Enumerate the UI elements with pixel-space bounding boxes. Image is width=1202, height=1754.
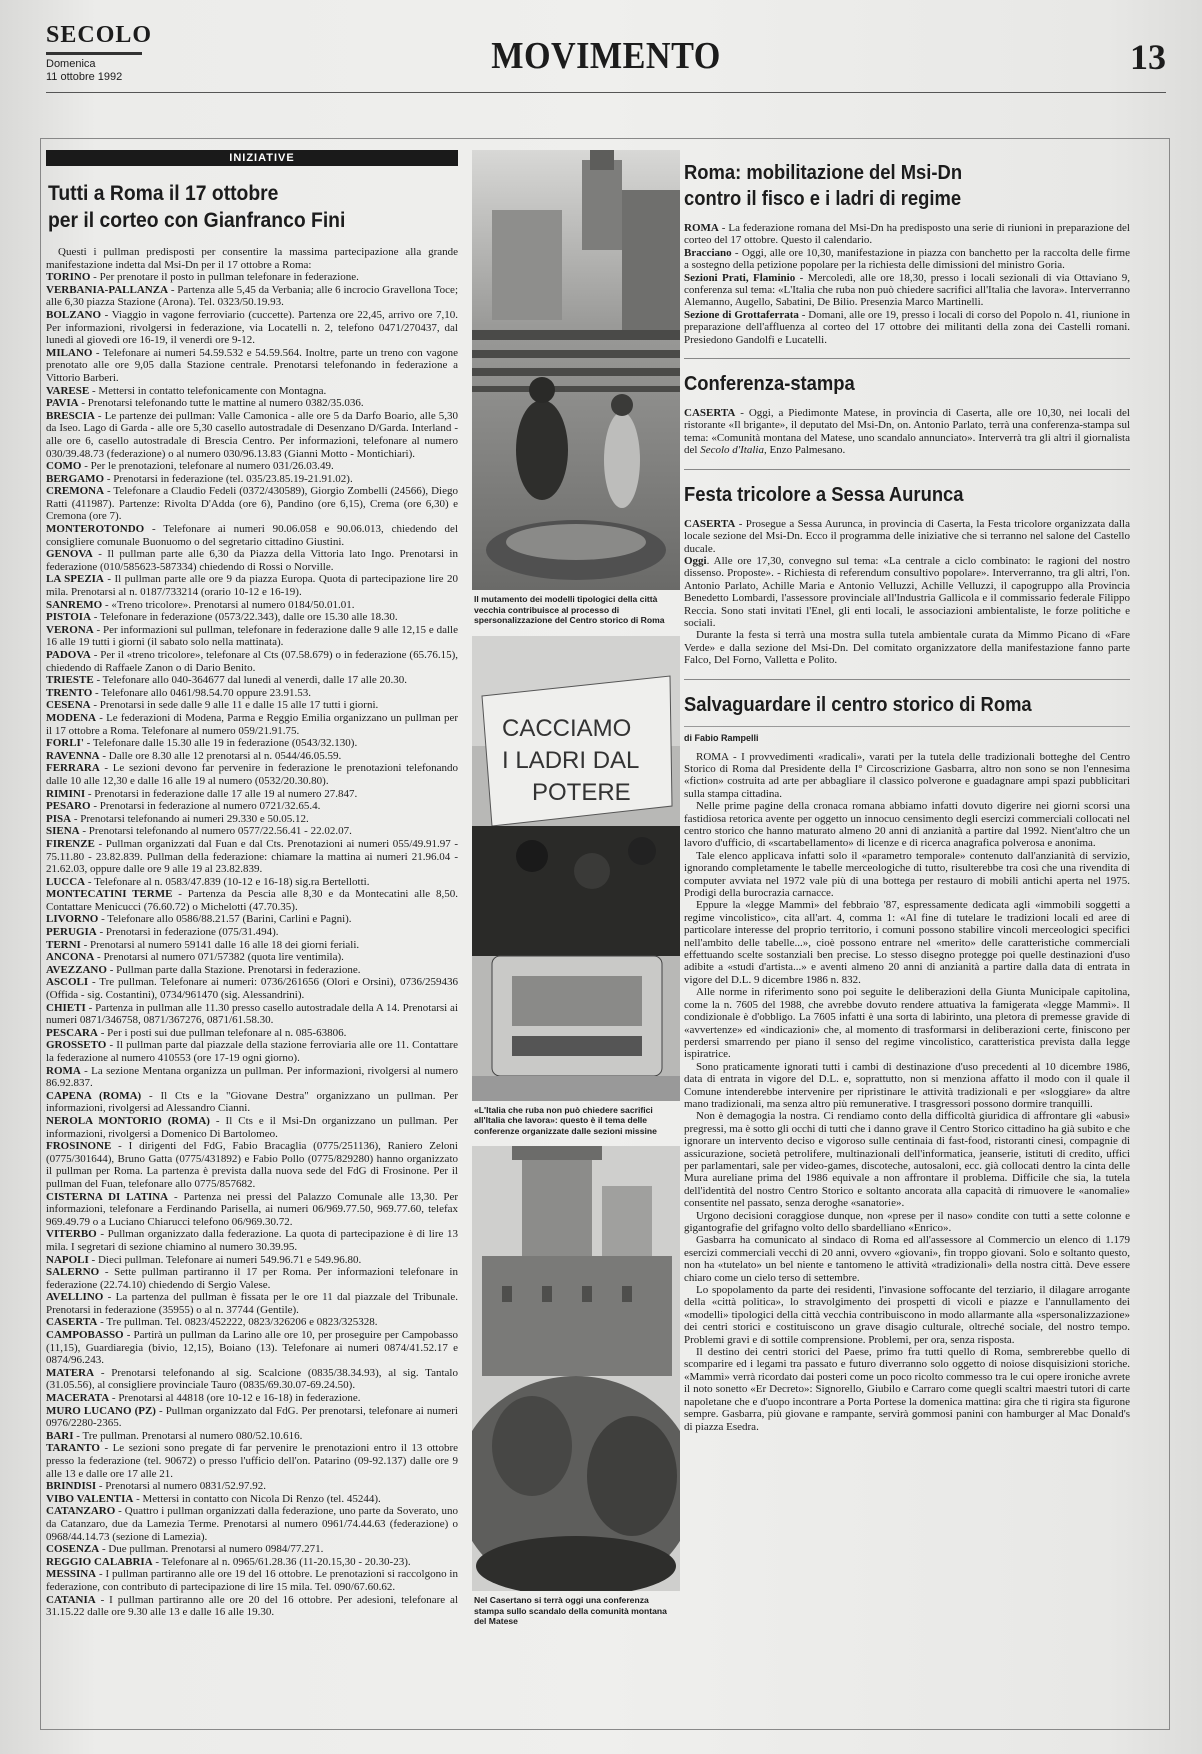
listing-entry — [46, 271, 458, 284]
listing-city: CESENA — [46, 699, 91, 712]
listing-city: MODENA — [46, 711, 97, 724]
listing-city: TRENTO — [46, 686, 93, 699]
listing-text: - Prenotarsi in sede dalle 9 alle 11 e dalle 15 alle 17 tutti i giorni. — [90, 699, 379, 712]
paragraph-label: Bracciano — [684, 246, 732, 259]
issue-date: 11 ottobre 1992 — [46, 71, 123, 83]
right-column — [684, 150, 1130, 1720]
listing-city: PAVIA — [46, 397, 79, 410]
article-mobilitazione — [684, 160, 1130, 346]
listing-entry — [46, 951, 458, 964]
castle-photo-image — [472, 1146, 680, 1591]
listing-entry — [46, 1480, 458, 1493]
listing-entry — [46, 599, 458, 612]
banner-line-2: I LADRI DAL — [502, 746, 640, 774]
listing-city: TERNI — [46, 938, 81, 951]
listing-text: - Prenotarsi al 44818 (ore 10-12 e 16-18) in federazione. — [109, 1392, 361, 1405]
listing-entry — [46, 1442, 458, 1480]
listing-entry — [46, 800, 458, 813]
masthead — [46, 22, 1166, 93]
listing-text: - Le sezioni devono far pervenire in federazione le prenotazioni telefonando dalle 10 alle 12,30 e dalle 16 alle 19 al numero (0532/20.30.80). — [46, 762, 458, 787]
listing-text: - La sezione Mentana organizza un pullman. Per informazioni, rivolgersi al numero 86.92.837. — [46, 1064, 458, 1090]
listing-city: PESCARA — [46, 1026, 98, 1039]
listing-text: - Telefonare ai numeri 54.59.532 e 54.59.564. Inoltre, parte un treno con vagone prenotato alle ore 9,05 dalla Stazione centrale. Prenotarsi telefonando in federazione a Vittorio Barberi. — [46, 346, 458, 384]
listing-text: - Mettersi in contatto telefonicamente con Montagna. — [89, 384, 327, 397]
listing-city: CHIETI — [46, 1001, 86, 1014]
photo-protest — [472, 636, 680, 1101]
listing-entry — [46, 1228, 458, 1253]
listing-text: - Telefonare a Claudio Fedeli (0372/430589), Giorgio Zombelli (24566), Diego Ratti (411987). Partenze: Rivolta D'Adda (ore 6), Pandino (ore 6,15), Crema (ore 6,30) e Cremona (ore 7). — [46, 485, 458, 523]
listing-entry — [46, 674, 458, 687]
listing-text: - Il Cts e la "Giovane Destra" organizzano un pullman. Per informazioni, rivolgersi ad Alessandro Cianni. — [46, 1089, 458, 1115]
article-tutti-a-roma — [46, 150, 458, 1720]
listing-city: MURO LUCANO (PZ) — [46, 1404, 156, 1417]
headline-line-1: Roma: mobilitazione del Msi-Dn — [684, 162, 963, 184]
photo-caption-3: Nel Casertano si terrà oggi una conferenza stampa sullo scandalo della comunità montana del Matese — [474, 1595, 667, 1626]
listing-entry — [46, 397, 458, 410]
listing-entry — [46, 1002, 458, 1027]
headline-line-1: Tutti a Roma il 17 ottobre — [48, 182, 279, 205]
listing-entry — [46, 1254, 458, 1267]
banner-line-1: CACCIAMO — [502, 714, 632, 742]
listing-city: REGGIO CALABRIA — [46, 1555, 153, 1568]
listing-city: AVEZZANO — [46, 963, 107, 976]
listing-text: - Prenotarsi in federazione (075/31.494). — [96, 926, 279, 939]
listing-city: SALERNO — [46, 1266, 100, 1279]
listing-text: - Partenza da Pescia alle 8,30 e da Montecatini alle 8,50. Contattare Menicucci (76.60.72) o Michelotti (47.70.35). — [46, 888, 458, 913]
listing-entry — [46, 1027, 458, 1040]
photo-column — [472, 150, 680, 1720]
listing-city: ASCOLI — [46, 976, 89, 989]
listing-city: LUCCA — [46, 875, 86, 888]
listing-city: MESSINA — [46, 1568, 97, 1581]
article-salvaguardare — [684, 692, 1130, 1433]
paragraph-text: - Oggi, alle ore 10,30, manifestazione in piazza con banchetto per la raccolta delle firme a sostegno della petizione popolare per la richiesta delle dimissioni del ministro Goria. — [684, 246, 1130, 272]
listing-text: - Prenotarsi al numero 0831/52.97.92. — [96, 1480, 267, 1493]
listing-text: - Telefonare al n. 0583/47.839 (10-12 e 16-18) sig.ra Bertellotti. — [85, 875, 370, 888]
listing-city: MACERATA — [46, 1392, 110, 1405]
listing-text: - Prenotarsi al numero 59141 dalle 16 alle 18 dei giorni feriali. — [80, 938, 360, 951]
listing-entry — [46, 926, 458, 939]
article-conferenza-stampa — [684, 371, 1130, 457]
paragraph: Sono praticamente ignorati tutti i cambi di destinazione d'uso precedenti al 10 dicembre 1986, data di entrata in vigore del D.L. e, soprattutto, non si menziona affatto il modo con il quale il Comune intenderebbe intervenire per ripristinare le attività tradizionali e per «sloggiare» da altre mano tradizionali, ma senza altro più remunerative. I trasgressori possono dormire tranquilli. — [684, 1060, 1130, 1110]
article-body — [684, 407, 1130, 457]
listing-entry — [46, 1329, 458, 1367]
listing-entry — [46, 624, 458, 649]
article-festa-tricolore — [684, 482, 1130, 667]
listing-entry — [46, 762, 458, 787]
divider — [684, 679, 1130, 680]
listing-entry — [46, 737, 458, 750]
listing-entry — [46, 825, 458, 838]
article-body — [46, 246, 458, 1619]
article-headline: Festa tricolore a Sessa Aurunca — [684, 483, 964, 506]
divider — [684, 358, 1130, 359]
paragraph: Alle norme in riferimento sono poi seguite le deliberazioni della Giunta Municipale capitolina, come la n. 7605 del 1988, che avrebbe dovuto rendere attuativa la famigerata «legge Mammì». Il condizionale è d'obbligo. La 7605 infatti è una sorta di labirinto, una pletora di premesse gravide di «avvertenze» ed «indicazioni» che, al momento di trasformarsi in deliberazioni certe, finiscono per perdersi smarrendo per piano il senso del regime vincolistico, caratteristica prevista dalla legge ispiratrice. — [684, 986, 1130, 1061]
listing-entry — [46, 1266, 458, 1291]
listing-city: SANREMO — [46, 598, 103, 611]
photo-caption-1: Il mutamento dei modelli tipologici della città vecchia contribuisce al processo di spersonalizzazione del Centro storico di Roma — [474, 594, 665, 625]
listing-text: - Le sezioni sono pregate di far pervenire le prenotazioni entro il 13 ottobre presso la federazione (tel. 90672) o presso l'ufficio dell'on. Patarino (09-92.137) dalle ore 9 alle 13 e dalle ore 17 alle 21. — [46, 1442, 458, 1480]
listing-text: - Tre pullman. Prenotarsi al numero 080/52.10.616. — [73, 1429, 303, 1442]
section-title: MOVIMENTO — [491, 35, 721, 77]
listing-city: AVELLINO — [46, 1291, 104, 1304]
bus-listings — [46, 271, 458, 1619]
listing-text: - Le partenze dei pullman: Valle Camonica - alle ore 5 da Darfo Boario, alle 5,30 da Iseo. Lago di Garda - alle ore 5,30 casello autostradale di Desenzano D/Garda. Interland - alle ore 6, casello autostradale di Brescia Centro. Per informazioni, telefonare al numero 030/39.48.73 (federazione) o al numero 030/96.13.83 (Gianni Motto - Montichiari). — [46, 409, 458, 460]
listing-city: GROSSETO — [46, 1039, 107, 1052]
article-headline — [684, 160, 1094, 212]
issue-day: Domenica — [46, 58, 96, 70]
paragraph: Tale elenco applicava infatti solo il «parametro temporale» contenuto dall'anzianità di servizio, ignorando completamente le tabelle merceologiche di tutto, risulterebbe tra così che una rivendita di computer avviata nel 1972 vale più di una bottega per restauro di mobili antichi aperta nel 1975. Prodigi della burocrazia carnacce. — [684, 849, 1130, 900]
kicker-text: INIZIATIVE — [229, 152, 295, 164]
listing-text: - Viaggio in vagone ferroviario (cuccette). Partenza ore 22,45, arrivo ore 7,10. Per informazioni, rivolgersi in federazione, via Locatelli n. 2, telefono 0471/270437, dal lunedì al giovedì ore 16-19, il venerdì ore 9-12. — [46, 308, 458, 347]
listing-entry — [46, 1291, 458, 1316]
listing-city: BARI — [46, 1429, 74, 1442]
listing-text: - Prenotarsi telefonando tutte le mattine al numero 0382/35.036. — [78, 397, 364, 410]
listing-entry — [46, 1430, 458, 1443]
listing-entry — [46, 1405, 458, 1430]
listing-city: CATANIA — [46, 1593, 96, 1606]
listing-entry — [46, 1493, 458, 1506]
paragraph-label: Sezioni Prati, Flaminio — [684, 271, 796, 284]
listing-city: TARANTO — [46, 1442, 100, 1455]
listing-entry — [46, 976, 458, 1001]
listing-entry — [46, 913, 458, 926]
listing-text: - Tre pullman. Telefonare ai numeri: 0736/261656 (Olori e Orsini), 0736/259436 (Offida - sig. Costantini), 0734/961470 (sig. Alessandrini). — [46, 976, 458, 1002]
listing-entry — [46, 1568, 458, 1593]
listing-city: TORINO — [46, 271, 91, 284]
listing-text: - Pullman organizzati dal Fuan e dal Cts. Prenotazioni ai numeri 055/49.91.97 - 75.11.80 - 23.82.839. Pullman della federazione: chiamare la mattina ai numeri 21.96.04 - 21.62.03, oppure dalle ore 9 alle 19 al 23.82.839. — [46, 837, 458, 876]
listing-city: LA SPEZIA — [46, 573, 104, 586]
paragraph-label: ROMA — [684, 222, 719, 234]
listing-entry — [46, 385, 458, 398]
listing-entry — [46, 1090, 458, 1115]
listing-text: - Prenotarsi in federazione (tel. 035/23.85.19-21.91.02). — [104, 472, 353, 485]
article-body — [684, 751, 1130, 1433]
listing-entry — [46, 699, 458, 712]
listing-city: MONTECATINI TERME — [46, 888, 173, 901]
listing-city: PESARO — [46, 800, 91, 813]
article-body — [684, 518, 1130, 667]
listing-text: - Prenotarsi in federazione al numero 0721/32.65.4. — [90, 800, 321, 813]
kicker-label — [46, 150, 458, 166]
paragraph-label: CASERTA — [684, 517, 736, 530]
listing-city: SIENA — [46, 825, 80, 838]
listing-city: RAVENNA — [46, 749, 100, 762]
listing-entry — [46, 1505, 458, 1543]
listing-entry — [46, 523, 458, 548]
listing-text: - Le federazioni di Modena, Parma e Reggio Emilia organizzano un pullman per il 17 ottobre a Roma. Telefonare al numero 059/21.91.75. — [46, 711, 458, 737]
listing-entry — [46, 1594, 458, 1619]
listing-city: PISA — [46, 812, 72, 825]
paragraph — [684, 272, 1130, 309]
listing-city: CREMONA — [46, 485, 105, 498]
listing-text: - Prenotarsi telefonando ai numeri 29.330 e 50.05.12. — [71, 812, 309, 825]
article-headline — [48, 180, 425, 234]
listing-city: CASERTA — [46, 1316, 98, 1329]
photo-castle — [472, 1146, 680, 1591]
photo-caption-2: «L'Italia che ruba non può chiedere sacrifici all'Italia che lavora»: questo è il tema delle conferenze organizzate dalle sezioni missine — [474, 1104, 657, 1136]
paragraph-text: . Alle ore 17,30, convegno sul tema: «La centrale a ciclo combinato: le ragioni del nostro dissenso. Proposte». - Richiesta di referendum consultivo popolare». Interverranno, tra gli altri, l'on. Antonio Parlato, Achille Maria e Antonio Velluzzi, Achille Velluzzi, il capogruppo alla Provincia Benedetto Lombardi, l'assessore provinciale all'Industria Gallicola e il commissario federale Filippo Reccia. Sono stati invitati l'Enel, gli enti locali, le associazioni ambientaliste, le forze politiche e sociali. — [684, 554, 1130, 629]
listing-entry — [46, 964, 458, 977]
listing-entry — [46, 712, 458, 737]
listing-entry — [46, 888, 458, 913]
listing-entry — [46, 284, 458, 309]
banner-line-3: POTERE — [532, 778, 631, 806]
paragraph-label: Oggi — [684, 554, 707, 567]
listing-text: - Per i posti sui due pullman telefonare al n. 085-63806. — [97, 1026, 347, 1039]
listing-text: - Telefonare allo 040-364677 dal lunedì al venerdì, dalle 17 alle 20.30. — [93, 674, 408, 687]
paragraph — [684, 309, 1130, 346]
byline: di Fabio Rampelli — [684, 726, 1130, 743]
listing-city: FERRARA — [46, 762, 100, 775]
paragraph-label: Sezione di Grottaferrata — [684, 308, 799, 321]
photo-spanish-steps — [472, 150, 680, 590]
article-headline: Salvaguardare il centro storico di Roma — [684, 693, 1032, 716]
listing-entry — [46, 611, 458, 624]
listing-entry — [46, 838, 458, 876]
paragraph: Nelle prime pagine della cronaca romana abbiamo infatti dovuto digerire nei giorni scorsi una fastidiosa retorica avente per oggetto un innocuo censimento degli esercizi commerciali collocati nel centro storico che hanno maturato almeno 20 anni di anzianità a partire dal 1992. Nient'altro che un lavoro d'ufficio, di «scartabellamento» di licenze e di ricerca anagrafica polverosa e anonima. — [684, 800, 1130, 850]
paragraph: ROMA - I provvedimenti «radicali», varati per la tutela delle tradizionali botteghe del Centro Storico di Roma dal Presidente della I° Circoscrizione Gasbarra, altro non sono se non l'ennesima «fiction» costruita ad arte per abbagliare il classico polverone e guadagnare ampi spazi pubblicitari sulla stampa cittadina. — [684, 750, 1130, 800]
spanish-steps-photo-image — [472, 150, 680, 590]
listing-entry — [46, 876, 458, 889]
listing-entry — [46, 649, 458, 674]
listing-text: - Pullman organizzato dalla federazione. La quota di partecipazione è di lire 13 mila. I segretari di sezione chiamino al numero 30.39.95. — [46, 1228, 458, 1253]
listing-entry — [46, 1039, 458, 1064]
listing-text: - La partenza del pullman è fissata per le ore 11 dal piazzale del Tribunale. Prenotarsi in federazione (35955) o al n. 37744 (Gentile). — [46, 1291, 458, 1316]
listing-text: - Pullman parte dalla Stazione. Prenotarsi in federazione. — [106, 963, 361, 976]
listing-city: MONTEROTONDO — [46, 523, 145, 536]
listing-text: - Dieci pullman. Telefonare ai numeri 549.96.71 e 549.96.80. — [88, 1253, 362, 1266]
listing-city: NAPOLI — [46, 1253, 89, 1266]
paragraph-text: - Oggi, a Piedimonte Matese, in provincia di Caserta, alle ore 10,30, nei locali del ristorante «Il brigante», il deputato del Msi-Dn, on. Antonio Parlato, terrà una conferenza-stampa sul tema: «Comunità montana del Matese, uno scandalo annunciato». Interverrà tra gli altri il giornalista del — [684, 407, 1130, 457]
listing-entry — [46, 1065, 458, 1090]
listing-text: - Il pullman parte alle 6,30 da Piazza della Vittoria lato Ingo. Prenotarsi in federazione (010/585623-587334) chiedendo di Rossi o Norville. — [46, 548, 458, 573]
listing-entry — [46, 548, 458, 573]
listing-city: FORLI' — [46, 737, 84, 750]
paragraph — [684, 247, 1130, 272]
listing-entry — [46, 750, 458, 763]
paragraph-text: , Enzo Palmesano. — [763, 444, 846, 457]
listing-city: PERUGIA — [46, 926, 97, 939]
divider — [684, 469, 1130, 470]
listing-entry — [46, 309, 458, 347]
listing-entry — [46, 788, 458, 801]
paragraph: Lo spopolamento da parte dei residenti, l'invasione soffocante del terziario, il dilagare arrogante della «città politica», lo stravolgimento dei prospetti di vicoli e piazze e l'annullamento dei «modelli» tipologici della città vecchia contribuiscono in modo allarmante alla «spersonalizzazione» dei centri storici e costituiscono un grave disagio culturale, oltreché sociale, del nostro tempo. Problemi gravi e di sottile comprensione. Problemi, per ora, senza risposta. — [684, 1284, 1130, 1346]
listing-city: CATANZARO — [46, 1505, 116, 1518]
paragraph-text: - Domani, alle ore 19, presso i locali di corso del Popolo n. 41, riunione in preparazione dell'affluenza al corteo del 17 ottobre dei militanti della zona dei Castelli romani. Presiedono Gandolfi e Lucatelli. — [684, 308, 1130, 346]
listing-city: MATERA — [46, 1366, 95, 1379]
listing-city: VIBO VALENTIA — [46, 1492, 134, 1505]
listing-entry — [46, 573, 458, 598]
listing-city: COSENZA — [46, 1543, 100, 1556]
listing-city: NEROLA MONTORIO (ROMA) — [46, 1114, 210, 1127]
listing-text: - Telefonare al n. 0965/61.28.36 (11-20.15,30 - 20.30-23). — [152, 1555, 411, 1568]
listing-text: - Telefonare allo 0586/88.21.57 (Barini, Carlini e Pagni). — [98, 913, 352, 926]
listing-text: - Partenza in pullman alle 11.30 presso casello autostradale della A 14. Prenotarsi ai numeri 0871/346758, 0871/367276, 0871/61.58.30. — [46, 1001, 458, 1027]
listing-city: BERGAMO — [46, 472, 105, 485]
paragraph: Eppure la «legge Mammì» del febbraio '87, espressamente dedicata agli «immobili soggetti a regime vincolistico», cita all'art. 4, comma 1: «Al fine di tutelare le tradizioni locali ed aree di particolare interesse del proprio territorio, i comuni possono stabilire vincoli merceologici specifici nell'ambito delle tabelle...», cioè possono entrare nel «merito» delle caratteristiche commerciali effettuando scelte sostanziali ben precise. Lo stesso disegno protegge poi quelle destinazioni d'uso adibite a «studi d'artista...» e aventi almeno 20 anni di anzianità a partire dalla data di entrata in vigore del D.L. 9 dicembre 1986 n. 832. — [684, 899, 1130, 986]
listing-text: - Dalle ore 8.30 alle 12 prenotarsi al n. 0544/46.05.59. — [99, 749, 342, 762]
listing-text: - Prenotarsi in federazione dalle 17 alle 19 al numero 27.847. — [85, 787, 358, 800]
newspaper-name: Secolo d'Italia — [700, 444, 764, 457]
listing-text: - I pullman partiranno alle ore 19 del 16 ottobre. Le prenotazioni si raccolgono in federazione, con contributo di partecipazione di lire 15 mila. Tel. 090/67.60.62. — [46, 1568, 458, 1593]
listing-text: - Il pullman parte dal piazzale della stazione ferroviaria alle ore 11. Contattare la federazione al numero 410553 (ore 17-19 ogni giorno). — [46, 1039, 458, 1064]
headline-line-2: contro il fisco e i ladri di regime — [684, 188, 962, 210]
listing-entry — [46, 1140, 458, 1190]
listing-text: - Tre pullman. Tel. 0823/452222, 0823/326206 e 0823/325328. — [97, 1316, 378, 1329]
listing-entry — [46, 1316, 458, 1329]
listing-city: FIRENZE — [46, 837, 95, 850]
paragraph — [684, 407, 1130, 457]
paragraph-text: - Prosegue a Sessa Aurunca, in provincia di Caserta, la Festa tricolore organizzata dalla locale sezione del Msi-Dn. Ecco il programma delle iniziative che si terranno nel salone del Castello ducale. — [684, 517, 1130, 555]
listing-entry — [46, 813, 458, 826]
listing-entry — [46, 460, 458, 473]
listing-text: - Il pullman parte alle ore 9 da piazza Europa. Quota di partecipazione lire 20 mila. Prenotarsi al n. 0187/733214 (orario 10-12 e 16-19). — [46, 573, 458, 599]
intro-paragraph: Questi i pullman predisposti per consentire la massima partecipazione alla grande manifestazione indetta dal Msi-Dn per il 17 ottobre a Roma: — [46, 246, 458, 271]
paragraph-label: CASERTA — [684, 407, 736, 420]
listing-text: - Per le prenotazioni, telefonare al numero 031/26.03.49. — [81, 460, 334, 473]
listing-city: CAMPOBASSO — [46, 1329, 124, 1342]
listing-entry — [46, 1191, 458, 1229]
article-body — [684, 222, 1130, 346]
paragraph: Non è demagogia la nostra. Ci rendiamo conto della difficoltà giuridica di affrontare gli «abusi» pregressi, ma è sotto gli occhi di tutti che i danno grave il Centro Storico cittadino ha già subito e che ignorare un intervento deciso e vigoroso sulle centinaia di fast-food, ristoranti cinesi, compagnie di assicurazione, società petrolifere, multinazionali dell'informatica, jeanserie, istituti di credito, uffici per parlamentari, sale per video-games, discoteche, autosaloni, ecc. già collocati dentro la cinta delle Mura aureliane prima del 1986 equivale a non affrontare il problema. Difficile che sia, la tutela dell'identità del nostro Centro Storico e soltanto ancorata alla capacità di rimuovere le «anomalie» consentite nel passato, senza deroghe «sanatorie». — [684, 1110, 1130, 1210]
listing-text: - Prenotarsi al numero 071/57382 (quota lire ventimila). — [94, 951, 344, 964]
listing-entry — [46, 1115, 458, 1140]
listing-text: - I pullman partiranno alle ore 20 del 16 ottobre. Per adesioni, telefonare al 31.15.22 dalle ore 9.30 alle 13 e dalle 16 alle 19.30. — [46, 1593, 458, 1619]
listing-text: - Quattro i pullman organizzati dalla federazione, uno parte da Soverato, uno da Catanzaro, due da Lamezia Terme. Prenotarsi al numero 0961/74.44.63 (federazione) o 0968/44.14.73 (sezione di Lamezia). — [46, 1505, 458, 1543]
paragraph: Durante la festa si terrà una mostra sulla tutela ambientale curata da Mimmo Picano di «Fare Verde» e dalla sezione del Msi-Dn. Del comitato organizzatore della manifestazione fanno parte Falco, Del Forno, Valletta e Polito. — [684, 629, 1130, 667]
paragraph — [684, 222, 1130, 247]
listing-text: - Il Cts e il Msi-Dn organizzano un pullman. Per informazioni, rivolgersi a Domenico Di Bartolomeo. — [46, 1114, 458, 1140]
paragraph — [684, 555, 1130, 629]
listing-text: - Pullman organizzato dal FdG. Per prenotarsi, telefonare ai numeri 0976/2280-2365. — [46, 1404, 458, 1430]
paragraph: Gasbarra ha comunicato al sindaco di Roma ed all'assessore al Commercio un elenco di 1.179 esercizi commerciali vecchi di 20 anni, ovvero «giovani», fin troppo giovani. Solo e soltanto questo, non ha «tutelato» un bel niente e tantomeno le attività «tradizionali» della nostra città. Deve essere chiaro come un cielo terso di settembre. — [684, 1234, 1130, 1284]
listing-text: - Telefonare dalle 15.30 alle 19 in federazione (0543/32.130). — [83, 737, 358, 750]
listing-city: GENOVA — [46, 548, 93, 561]
listing-entry — [46, 473, 458, 486]
article-headline: Conferenza-stampa — [684, 373, 855, 396]
listing-city: COMO — [46, 460, 82, 473]
newspaper-logo: SECOLO — [46, 22, 153, 48]
listing-text: - Prenotarsi telefonando al sig. Scalcione (0835/38.34.93), al sig. Tantalo (31.05.56), al consigliere provinciale Tauro (0835/69.30.07-69.24.50). — [46, 1366, 458, 1392]
listing-text: - Mettersi in contatto con Nicola Di Renzo (tel. 45244). — [133, 1492, 381, 1505]
listing-text: - Partenza nei pressi del Palazzo Comunale alle 13,30. Per informazioni, telefonare a Ferdinando Parisella, ai numeri 06/969.77.50, 969.77.60, telefax 969.49.79 o a Luciano Chiarucci telefono 06/969.30.72. — [46, 1190, 458, 1228]
listing-entry — [46, 1367, 458, 1392]
listing-entry — [46, 687, 458, 700]
listing-city: VARESE — [46, 384, 90, 397]
listing-city: VERBANIA-PALLANZA — [46, 283, 169, 296]
listing-text: - Telefonare ai numeri 90.06.058 e 90.06.013, chiedendo del consigliere comunale Buonuomo o del segretario cittadino Giustini. — [46, 523, 458, 548]
listing-city: MILANO — [46, 346, 93, 359]
listing-text: - Prenotarsi telefonando al numero 0577/22.56.41 - 22.02.07. — [79, 825, 352, 838]
paragraph-text: - Mercoledì, alle ore 18,30, presso i locali sezionali di via Ottaviano 9, conferenza sul tema: «L'Italia che ruba non può chiedere sacrifici all'Italia che lavora». Interverranno Alemanno, Augello, Sabatini, De Bilio. Presenzia Marco Martinelli. — [684, 271, 1130, 309]
listing-text: - Telefonare in federazione (0573/22.343), dalle ore 15.30 alle 18.30. — [91, 611, 398, 624]
listing-city: BRESCIA — [46, 409, 95, 422]
listing-text: - Per prenotare il posto in pullman telefonare in federazione. — [90, 271, 359, 284]
listing-text: - I dirigenti del FdG, Fabio Bracaglia (0775/251136), Raniero Zeloni (0775/301644), Bruno Gatta (0775/431892) e Fabio Pollo (0775/829280) hanno organizzato il pullman per Roma. La partenza è prevista dalla nuova sede del FdG di Frosinone. Per il pullman del Fuan, telefonare allo 0775/857682. — [46, 1140, 458, 1190]
listing-city: PISTOIA — [46, 611, 92, 624]
headline-line-2: per il corteo con Gianfranco Fini — [48, 209, 346, 232]
listing-entry — [46, 1543, 458, 1556]
listing-city: LIVORNO — [46, 913, 99, 926]
listing-entry — [46, 1392, 458, 1405]
listing-entry — [46, 1556, 458, 1569]
listing-city: BOLZANO — [46, 308, 102, 321]
paragraph: Urgono decisioni coraggiose dunque, non «prese per il naso» condite con tutti a sette colonne e gigantografie del grifagno volto dello sbardelliano «Enrico». — [684, 1209, 1130, 1234]
paragraph: Il destino dei centri storici del Paese, primo fra tutti quello di Roma, sembrerebbe quello di scomparire ed i legami tra passato e futuro diverranno solo oggetto di noiose disquisizioni storiche. «Mammì» verrà ricordato dai posteri come un poco ricolto commesso tra le cui opere ironiche avrete il noto sonetto «Er Decreto»: Signorello, Giubilo e Carraro come quegli scaltri maestri tutori di carte napoletane che e d'uopo incontrare a Porta Portese la domenica mattina: gira che ti rigira sta figurone sempre. Gasbarra, più giovane e rampante, servirà gommosi panini con hamburger al Mac Donald's di piazza Esedra. — [684, 1346, 1130, 1433]
listing-city: VITERBO — [46, 1228, 97, 1241]
listing-text: - Sette pullman partiranno il 17 per Roma. Per informazioni telefonare in federazione (22.74.10) chiedendo di Sergio Valese. — [46, 1266, 458, 1291]
listing-text: - Partirà un pullman da Larino alle ore 10, per proseguire per Campobasso (11,15), Guardiaregia (bivio, 12,15), Boiano (13). Telefonare ai numeri 0874/41.52.17 e 0874/96.243. — [46, 1329, 458, 1367]
listing-city: CAPENA (ROMA) — [46, 1089, 142, 1102]
listing-text: - Telefonare allo 0461/98.54.70 oppure 23.91.53. — [92, 686, 311, 699]
paragraph-text: - La federazione romana del Msi-Dn ha predisposto una serie di riunioni in preparazione del corteo del 17 ottobre. Questo il calendario. — [684, 222, 1130, 247]
listing-text: - Per il «treno tricolore», telefonare al Cts (07.58.679) o in federazione (65.76.15), chiedendo di Raffaele Zanon o di Dario Benito. — [46, 649, 458, 674]
listing-text: - «Treno tricolore». Prenotarsi al numero 0184/50.01.01. — [102, 598, 355, 611]
listing-city: CISTERNA DI LATINA — [46, 1190, 169, 1203]
page-number: 13 — [1130, 37, 1166, 77]
listing-text: - Due pullman. Prenotarsi al numero 0984/77.271. — [99, 1543, 324, 1556]
listing-city: ROMA — [46, 1064, 81, 1077]
listing-city: BRINDISI — [46, 1480, 97, 1493]
listing-entry — [46, 939, 458, 952]
listing-entry — [46, 410, 458, 460]
listing-city: PADOVA — [46, 649, 91, 661]
listing-text: - Per informazioni sul pullman, telefonare in federazione dalle 9 alle 12,15 e dalle 16 alle 19 tutti i giorni (il sabato solo nella mattinata). — [46, 623, 458, 649]
listing-city: RIMINI — [46, 787, 86, 800]
listing-city: FROSINONE — [46, 1140, 112, 1153]
paragraph — [684, 518, 1130, 555]
listing-city: TRIESTE — [46, 674, 94, 687]
listing-city: VERONA — [46, 623, 94, 636]
protest-photo-image — [472, 636, 680, 1101]
listing-entry — [46, 347, 458, 385]
listing-entry — [46, 485, 458, 523]
listing-city: ANCONA — [46, 951, 95, 964]
listing-text: - Partenza alle 5,45 da Verbania; alle 6 incrocio Gravellona Toce; alle 6,30 piazza Stazione (Arona). Tel. 0323/50.19.93. — [46, 283, 458, 309]
